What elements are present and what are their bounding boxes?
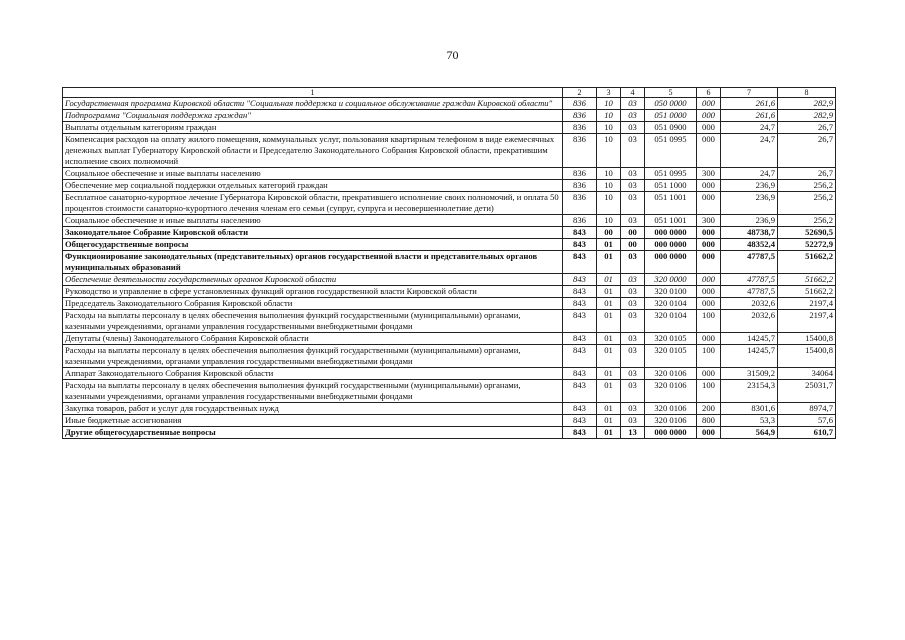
row-ministry-code: 836: [563, 192, 597, 215]
row-amount-year-2: 610,7: [778, 427, 836, 439]
row-expense-type-code: 000: [697, 180, 721, 192]
row-target-article-code: 051 1001: [645, 215, 697, 227]
row-description: Расходы на выплаты персоналу в целях обеспечения выполнения функций государственными (муниципальными) органами, казенными учреждениями, органами управления государственными внебюджетными фондами: [63, 380, 563, 403]
table-row: [63, 180, 836, 192]
row-amount-year-2: 51662,2: [778, 274, 836, 286]
row-amount-year-2: 15400,8: [778, 345, 836, 368]
row-subsection-code: 03: [621, 180, 645, 192]
row-subsection-code: 03: [621, 134, 645, 168]
row-expense-type-code: 100: [697, 310, 721, 333]
table-row: [63, 333, 836, 345]
row-description: Иные бюджетные ассигнования: [63, 415, 563, 427]
row-ministry-code: 843: [563, 345, 597, 368]
column-header: 3: [597, 88, 621, 98]
table-row: [63, 274, 836, 286]
row-expense-type-code: 000: [697, 227, 721, 239]
table-row: [63, 134, 836, 168]
row-ministry-code: 843: [563, 380, 597, 403]
row-amount-year-1: 53,3: [721, 415, 778, 427]
row-target-article-code: 051 1001: [645, 192, 697, 215]
row-amount-year-1: 24,7: [721, 134, 778, 168]
row-amount-year-2: 2197,4: [778, 298, 836, 310]
row-description: Государственная программа Кировской области "Социальная поддержка и социальное обслуживание граждан Кировской области": [63, 98, 563, 110]
table-row: [63, 192, 836, 215]
row-description: Бесплатное санаторно-курортное лечение Губернатора Кировской области, прекратившего исполнение своих полномочий, и оплата 50 процентов стоимости санаторно-курортного лечения членам его семьи (супруг, супруга и несовершеннолетние дети): [63, 192, 563, 215]
row-ministry-code: 836: [563, 98, 597, 110]
column-header: 5: [645, 88, 697, 98]
row-section-code: 01: [597, 298, 621, 310]
row-section-code: 01: [597, 333, 621, 345]
table-row: [63, 215, 836, 227]
row-section-code: 10: [597, 215, 621, 227]
row-ministry-code: 843: [563, 333, 597, 345]
row-target-article-code: 320 0106: [645, 368, 697, 380]
row-amount-year-2: 52272,9: [778, 239, 836, 251]
row-target-article-code: 051 0995: [645, 134, 697, 168]
row-target-article-code: 051 1000: [645, 180, 697, 192]
row-subsection-code: 03: [621, 98, 645, 110]
row-amount-year-1: 24,7: [721, 122, 778, 134]
row-subsection-code: 03: [621, 122, 645, 134]
row-expense-type-code: 000: [697, 274, 721, 286]
row-expense-type-code: 000: [697, 333, 721, 345]
row-target-article-code: 320 0106: [645, 403, 697, 415]
row-amount-year-1: 23154,3: [721, 380, 778, 403]
row-ministry-code: 843: [563, 368, 597, 380]
row-description: Обеспечение деятельности государственных органов Кировской области: [63, 274, 563, 286]
row-description: Компенсация расходов на оплату жилого помещения, коммунальных услуг, пользования квартирным телефоном в виде ежемесячных денежных выплат Губернатору Кировской области и Председателю Законодательного Собрания Кировской области, прекратившим исполнение своих полномочий: [63, 134, 563, 168]
table-row: [63, 310, 836, 333]
row-ministry-code: 836: [563, 168, 597, 180]
row-section-code: 01: [597, 415, 621, 427]
row-subsection-code: 03: [621, 215, 645, 227]
row-description: Расходы на выплаты персоналу в целях обеспечения выполнения функций государственными (муниципальными) органами, казенными учреждениями, органами управления государственными внебюджетными фондами: [63, 345, 563, 368]
table-row: [63, 98, 836, 110]
row-section-code: 01: [597, 427, 621, 439]
row-expense-type-code: 000: [697, 98, 721, 110]
row-subsection-code: 03: [621, 403, 645, 415]
row-amount-year-1: 8301,6: [721, 403, 778, 415]
row-section-code: 01: [597, 251, 621, 274]
row-amount-year-2: 256,2: [778, 215, 836, 227]
row-amount-year-1: 31509,2: [721, 368, 778, 380]
row-subsection-code: 00: [621, 227, 645, 239]
row-expense-type-code: 100: [697, 380, 721, 403]
row-amount-year-1: 47787,5: [721, 251, 778, 274]
row-subsection-code: 03: [621, 333, 645, 345]
row-description: Депутаты (члены) Законодательного Собрания Кировской области: [63, 333, 563, 345]
row-section-code: 01: [597, 380, 621, 403]
row-ministry-code: 843: [563, 251, 597, 274]
table-header-row: [63, 88, 836, 98]
page-number: 70: [446, 48, 459, 62]
row-target-article-code: 320 0106: [645, 415, 697, 427]
row-target-article-code: 320 0104: [645, 310, 697, 333]
table-row: [63, 368, 836, 380]
row-section-code: 01: [597, 239, 621, 251]
row-amount-year-1: 2032,6: [721, 298, 778, 310]
table-row: [63, 286, 836, 298]
row-subsection-code: 03: [621, 168, 645, 180]
table-row: [63, 427, 836, 439]
row-ministry-code: 843: [563, 403, 597, 415]
row-amount-year-2: 51662,2: [778, 286, 836, 298]
table-row: [63, 168, 836, 180]
row-expense-type-code: 000: [697, 110, 721, 122]
row-amount-year-1: 236,9: [721, 192, 778, 215]
table-row: [63, 298, 836, 310]
row-amount-year-1: 236,9: [721, 180, 778, 192]
row-amount-year-1: 236,9: [721, 215, 778, 227]
table-body: [63, 98, 836, 439]
column-header: 6: [697, 88, 721, 98]
row-ministry-code: 843: [563, 310, 597, 333]
row-section-code: 00: [597, 227, 621, 239]
row-description: Выплаты отдельным категориям граждан: [63, 122, 563, 134]
row-ministry-code: 843: [563, 227, 597, 239]
table-row: [63, 380, 836, 403]
row-section-code: 10: [597, 98, 621, 110]
row-section-code: 10: [597, 180, 621, 192]
row-amount-year-2: 15400,8: [778, 333, 836, 345]
row-section-code: 10: [597, 122, 621, 134]
row-amount-year-2: 8974,7: [778, 403, 836, 415]
row-expense-type-code: 200: [697, 403, 721, 415]
row-expense-type-code: 800: [697, 415, 721, 427]
row-amount-year-1: 14245,7: [721, 333, 778, 345]
row-amount-year-1: 48738,7: [721, 227, 778, 239]
row-amount-year-2: 2197,4: [778, 310, 836, 333]
row-ministry-code: 843: [563, 286, 597, 298]
row-subsection-code: 03: [621, 380, 645, 403]
table-row: [63, 415, 836, 427]
row-ministry-code: 843: [563, 427, 597, 439]
row-expense-type-code: 300: [697, 215, 721, 227]
row-amount-year-1: 48352,4: [721, 239, 778, 251]
row-target-article-code: 000 0000: [645, 427, 697, 439]
row-amount-year-2: 26,7: [778, 122, 836, 134]
row-section-code: 10: [597, 134, 621, 168]
row-expense-type-code: 000: [697, 298, 721, 310]
row-subsection-code: 03: [621, 415, 645, 427]
column-header: 2: [563, 88, 597, 98]
row-description: Другие общегосударственные вопросы: [63, 427, 563, 439]
row-section-code: 01: [597, 274, 621, 286]
budget-table: [62, 87, 836, 439]
row-ministry-code: 836: [563, 110, 597, 122]
row-expense-type-code: 000: [697, 427, 721, 439]
column-header: 4: [621, 88, 645, 98]
row-subsection-code: 03: [621, 368, 645, 380]
row-amount-year-1: 261,6: [721, 98, 778, 110]
row-target-article-code: 000 0000: [645, 239, 697, 251]
row-ministry-code: 843: [563, 274, 597, 286]
column-header: 7: [721, 88, 778, 98]
row-amount-year-1: 261,6: [721, 110, 778, 122]
row-amount-year-2: 26,7: [778, 168, 836, 180]
row-amount-year-2: 282,9: [778, 98, 836, 110]
row-amount-year-1: 47787,5: [721, 286, 778, 298]
row-amount-year-1: 14245,7: [721, 345, 778, 368]
row-description: Законодательное Собрание Кировской области: [63, 227, 563, 239]
row-ministry-code: 843: [563, 298, 597, 310]
row-subsection-code: 03: [621, 310, 645, 333]
row-expense-type-code: 000: [697, 134, 721, 168]
row-amount-year-2: 25031,7: [778, 380, 836, 403]
row-subsection-code: 13: [621, 427, 645, 439]
row-ministry-code: 843: [563, 239, 597, 251]
table-row: [63, 345, 836, 368]
row-description: Подпрограмма "Социальная поддержка граждан": [63, 110, 563, 122]
row-ministry-code: 836: [563, 215, 597, 227]
row-description: Расходы на выплаты персоналу в целях обеспечения выполнения функций государственными (муниципальными) органами, казенными учреждениями, органами управления государственными внебюджетными фондами: [63, 310, 563, 333]
row-expense-type-code: 000: [697, 192, 721, 215]
row-description: Обеспечение мер социальной поддержки отдельных категорий граждан: [63, 180, 563, 192]
row-target-article-code: 000 0000: [645, 251, 697, 274]
table-row: [63, 239, 836, 251]
row-subsection-code: 03: [621, 286, 645, 298]
row-amount-year-2: 256,2: [778, 180, 836, 192]
column-header: 8: [778, 88, 836, 98]
row-section-code: 10: [597, 192, 621, 215]
row-target-article-code: 051 0995: [645, 168, 697, 180]
row-amount-year-1: 47787,5: [721, 274, 778, 286]
row-description: Социальное обеспечение и иные выплаты населению: [63, 215, 563, 227]
row-target-article-code: 320 0105: [645, 345, 697, 368]
row-amount-year-2: 51662,2: [778, 251, 836, 274]
table-row: [63, 251, 836, 274]
row-amount-year-2: 52690,5: [778, 227, 836, 239]
row-amount-year-2: 282,9: [778, 110, 836, 122]
row-section-code: 01: [597, 286, 621, 298]
row-target-article-code: 320 0100: [645, 286, 697, 298]
row-description: Закупка товаров, работ и услуг для государственных нужд: [63, 403, 563, 415]
row-target-article-code: 320 0105: [645, 333, 697, 345]
row-section-code: 10: [597, 110, 621, 122]
row-description: Руководство и управление в сфере установленных функций органов государственной власти Кировской области: [63, 286, 563, 298]
row-amount-year-2: 26,7: [778, 134, 836, 168]
row-target-article-code: 320 0000: [645, 274, 697, 286]
row-description: Функционирование законодательных (представительных) органов государственной власти и представительных органов муниципальных образований: [63, 251, 563, 274]
row-subsection-code: 03: [621, 298, 645, 310]
row-target-article-code: 050 0000: [645, 98, 697, 110]
row-section-code: 01: [597, 345, 621, 368]
row-description: Общегосударственные вопросы: [63, 239, 563, 251]
row-target-article-code: 051 0000: [645, 110, 697, 122]
row-description: Социальное обеспечение и иные выплаты населению: [63, 168, 563, 180]
row-amount-year-2: 256,2: [778, 192, 836, 215]
row-section-code: 10: [597, 168, 621, 180]
row-target-article-code: 320 0106: [645, 380, 697, 403]
row-expense-type-code: 000: [697, 239, 721, 251]
row-subsection-code: 03: [621, 345, 645, 368]
row-amount-year-2: 34064: [778, 368, 836, 380]
row-ministry-code: 836: [563, 122, 597, 134]
row-subsection-code: 00: [621, 239, 645, 251]
row-subsection-code: 03: [621, 192, 645, 215]
table-row: [63, 227, 836, 239]
row-subsection-code: 03: [621, 251, 645, 274]
row-target-article-code: 051 0900: [645, 122, 697, 134]
column-header: 1: [63, 88, 563, 98]
table-row: [63, 110, 836, 122]
table-row: [63, 403, 836, 415]
row-amount-year-2: 57,6: [778, 415, 836, 427]
row-section-code: 01: [597, 368, 621, 380]
row-ministry-code: 836: [563, 180, 597, 192]
row-description: Председатель Законодательного Собрания Кировской области: [63, 298, 563, 310]
table-row: [63, 122, 836, 134]
row-expense-type-code: 000: [697, 368, 721, 380]
row-ministry-code: 836: [563, 134, 597, 168]
row-expense-type-code: 100: [697, 345, 721, 368]
row-ministry-code: 843: [563, 415, 597, 427]
row-section-code: 01: [597, 403, 621, 415]
row-target-article-code: 000 0000: [645, 227, 697, 239]
row-expense-type-code: 300: [697, 168, 721, 180]
row-subsection-code: 03: [621, 274, 645, 286]
row-amount-year-1: 2032,6: [721, 310, 778, 333]
row-amount-year-1: 564,9: [721, 427, 778, 439]
row-expense-type-code: 000: [697, 251, 721, 274]
row-amount-year-1: 24,7: [721, 168, 778, 180]
row-target-article-code: 320 0104: [645, 298, 697, 310]
row-subsection-code: 03: [621, 110, 645, 122]
row-description: Аппарат Законодательного Собрания Кировской области: [63, 368, 563, 380]
row-expense-type-code: 000: [697, 286, 721, 298]
row-section-code: 01: [597, 310, 621, 333]
row-expense-type-code: 000: [697, 122, 721, 134]
